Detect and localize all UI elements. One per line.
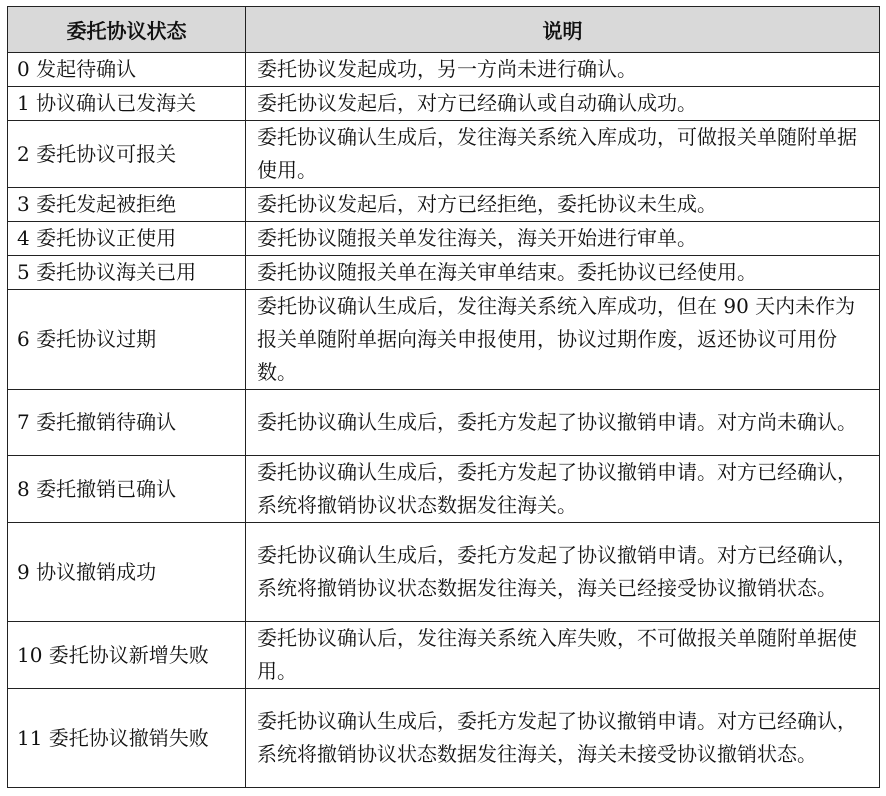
status-cell: 3 委托发起被拒绝 [8,188,246,222]
table-row [8,256,880,290]
status-table-wrapper [7,6,880,788]
header-description: 说明 [246,7,880,53]
description-cell: 委托协议发起后，对方已经拒绝，委托协议未生成。 [246,188,880,222]
description-cell: 委托协议确认生成后，委托方发起了协议撤销申请。对方已经确认，系统将撤销协议状态数据发往海关，海关未接受协议撤销状态。 [246,689,880,788]
table-row [8,689,880,788]
table-row [8,121,880,188]
description-cell: 委托协议发起后，对方已经确认或自动确认成功。 [246,87,880,121]
status-cell: 7 委托撤销待确认 [8,390,246,456]
status-cell: 4 委托协议正使用 [8,222,246,256]
status-cell: 1 协议确认已发海关 [8,87,246,121]
status-cell: 0 发起待确认 [8,53,246,87]
status-cell: 5 委托协议海关已用 [8,256,246,290]
description-cell: 委托协议确认后，发往海关系统入库失败，不可做报关单随附单据使用。 [246,622,880,689]
table-row [8,290,880,390]
table-row [8,188,880,222]
status-cell: 2 委托协议可报关 [8,121,246,188]
description-cell: 委托协议确认生成后，发往海关系统入库成功，但在 90 天内未作为报关单随附单据向海关申报使用，协议过期作废，返还协议可用份数。 [246,290,880,390]
table-row [8,456,880,523]
agreement-status-table [7,6,880,788]
status-cell: 10 委托协议新增失败 [8,622,246,689]
status-cell: 9 协议撤销成功 [8,523,246,622]
status-cell: 6 委托协议过期 [8,290,246,390]
table-row [8,523,880,622]
status-cell: 8 委托撤销已确认 [8,456,246,523]
table-header-row [8,7,880,53]
table-row [8,390,880,456]
description-cell: 委托协议随报关单发往海关，海关开始进行审单。 [246,222,880,256]
table-row [8,222,880,256]
description-cell: 委托协议确认生成后，发往海关系统入库成功，可做报关单随附单据使用。 [246,121,880,188]
description-cell: 委托协议发起成功，另一方尚未进行确认。 [246,53,880,87]
header-status: 委托协议状态 [8,7,246,53]
table-row [8,87,880,121]
description-cell: 委托协议确认生成后，委托方发起了协议撤销申请。对方尚未确认。 [246,390,880,456]
description-cell: 委托协议确认生成后，委托方发起了协议撤销申请。对方已经确认，系统将撤销协议状态数据发往海关。 [246,456,880,523]
table-row [8,53,880,87]
description-cell: 委托协议确认生成后，委托方发起了协议撤销申请。对方已经确认，系统将撤销协议状态数据发往海关，海关已经接受协议撤销状态。 [246,523,880,622]
table-row [8,622,880,689]
description-cell: 委托协议随报关单在海关审单结束。委托协议已经使用。 [246,256,880,290]
status-cell: 11 委托协议撤销失败 [8,689,246,788]
